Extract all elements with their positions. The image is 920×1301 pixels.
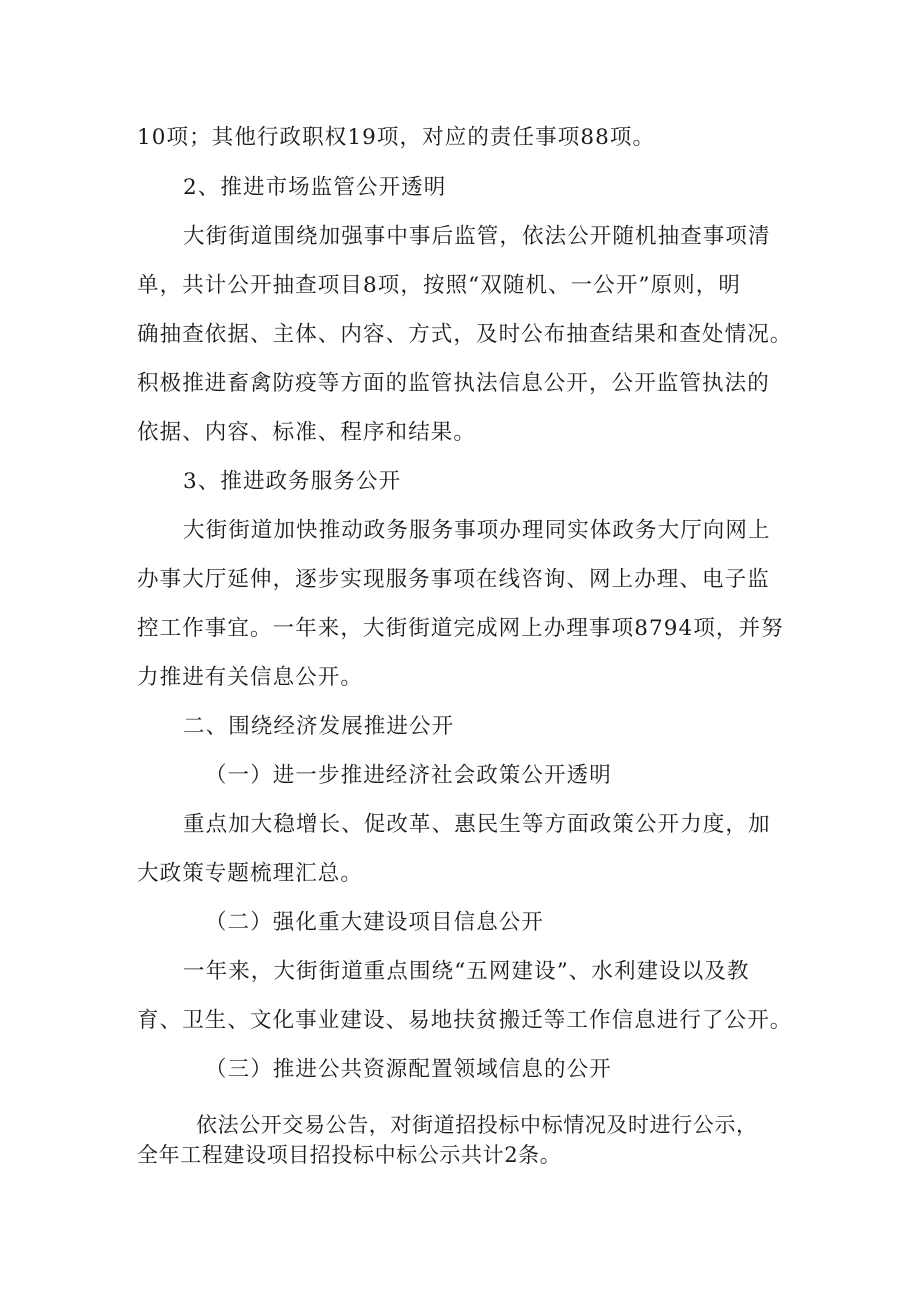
paragraph-line: 大街街道围绕加强事中事后监管，依法公开随机抽查事项清 (183, 224, 771, 249)
paragraph-line: 控工作事宜。一年来，大街街道完成网上办理事项8794项，并努 (137, 616, 784, 641)
section-heading: 3、推进政务服务公开 (183, 469, 402, 494)
paragraph-line: 力推进有关信息公开。 (137, 665, 364, 690)
subsection-heading: （一）进一步推进经济社会政策公开透明 (205, 763, 612, 788)
section-heading: 二、围绕经济发展推进公开 (183, 714, 455, 739)
paragraph-line: 依据、内容、标准、程序和结果。 (137, 420, 477, 445)
subsection-heading: （三）推进公共资源配置领域信息的公开 (205, 1057, 612, 1082)
paragraph-line: 重点加大稳增长、促改革、惠民生等方面政策公开力度，加 (183, 812, 771, 837)
paragraph-line: 大政策专题梳理汇总。 (137, 861, 364, 886)
paragraph-line: 一年来，大街街道重点围绕“五网建设”、水利建设以及教 (183, 959, 750, 984)
paragraph-line: 10项；其他行政职权19项，对应的责任事项88项。 (137, 125, 656, 150)
paragraph-line: 确抽查依据、主体、内容、方式，及时公布抽查结果和查处情况。 (137, 322, 793, 347)
paragraph-line: 育、卫生、文化事业建设、易地扶贫搬迁等工作信息进行了公开。 (137, 1008, 793, 1033)
subsection-heading: （二）强化重大建设项目信息公开 (205, 910, 545, 935)
section-heading: 2、推进市场监管公开透明 (183, 175, 447, 200)
paragraph-line: 积极推进畜禽防疫等方面的监管执法信息公开，公开监管执法的 (137, 371, 770, 396)
paragraph-line: 依法公开交易公告，对街道招投标中标情况及时进行公示， (196, 1113, 758, 1137)
paragraph-line: 大街街道加快推动政务服务事项办理同实体政务大厅向网上 (183, 518, 771, 543)
paragraph-line: 办事大厅延伸，逐步实现服务事项在线咨询、网上办理、电子监 (137, 567, 770, 592)
paragraph-line: 单，共计公开抽查项目8项，按照“双随机、一公开”原则，明 (137, 273, 741, 298)
paragraph-line: 全年工程建设项目招投标中标公示共计2条。 (137, 1143, 562, 1167)
